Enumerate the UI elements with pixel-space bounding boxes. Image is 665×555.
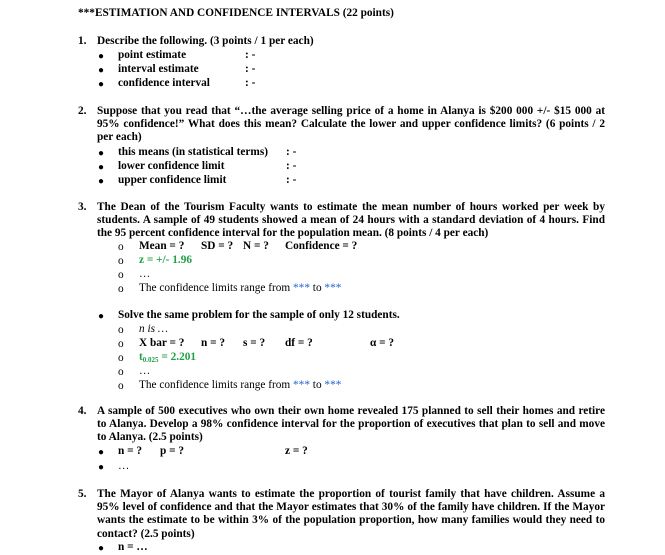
q2-item-meaning: this means (in statistical terms) [118,146,268,158]
q3-number: 3. [78,201,87,213]
q4-ellipsis: … [118,460,130,472]
q2-answer-colon: : - [286,174,297,186]
q3b-text: Solve the same problem for the sample of only 12 students. [118,309,400,321]
bullet-icon: ● [98,65,105,76]
bullet-icon: ● [98,447,105,458]
q1-item-point-estimate: point estimate [118,49,187,61]
bullet-icon: ● [98,162,105,173]
circle-bullet-icon: o [118,366,124,378]
circle-bullet-icon: o [118,324,124,336]
circle-bullet-icon: o [118,380,124,392]
q4-text: A sample of 500 executives who own their own home revealed 175 planned to sell their homes and retire to Alanya. Develop a 98% confidence interval for the proportion of executives that plan to sell and move to Alanya. (2.5 points) [97,405,605,444]
q2-text: Suppose that you read that “…the average selling price of a home in Alanya is $200 000 +/- $15 000 at 95% confidence!” What does this mean? Calculate the lower and upper confidence limits? (6 points / 2 per each) [97,105,605,144]
q3b-t-value: $t_{0.025} = 2.201$ [139,351,197,364]
q3-limits-sentence: The confidence limits range from *** to *** [139,282,342,294]
q3b-xbar-given: X bar = ? [139,337,185,349]
circle-bullet-icon: o [118,241,124,253]
q4-z-given: z = ? [285,445,308,457]
q3-confidence-given: Confidence = ? [285,240,358,252]
q2-item-upper-limit: upper confidence limit [118,174,227,186]
bullet-icon: ● [98,148,105,159]
q5-text: The Mayor of Alanya wants to estimate the proportion of tourist family that have children. Assume a 95% level of confidence and that the Mayor estimates that 30% of the family have children. If the Mayor wants the estimate to be within 3% of the population proportion, how many families would they need to contact? (2.5 points) [97,488,605,540]
doc-title: ***ESTIMATION AND CONFIDENCE INTERVALS (22 points) [78,7,394,19]
q4-number: 4. [78,405,87,417]
q4-p-given: p = ? [160,445,185,457]
bullet-icon: ● [98,311,105,322]
q5-n-answer: n = … [118,541,148,553]
q1-answer-colon: : - [245,77,256,89]
q3-sd-given: SD = ? [201,240,234,252]
circle-bullet-icon: o [118,338,124,350]
q1-answer-colon: : - [245,63,256,75]
bullet-icon: ● [98,176,105,187]
q3-ellipsis: … [139,268,151,280]
q3-z-value: z = +/- 1.96 [139,254,193,266]
q1-number: 1. [78,35,87,47]
q3-mean-given: Mean = ? [139,240,185,252]
q1-item-confidence-interval: confidence interval [118,77,210,89]
q3-n-given: N = ? [243,240,269,252]
q3b-s-given: s = ? [243,337,266,349]
q3-text: The Dean of the Tourism Faculty wants to estimate the mean number of hours worked per week by students. A sample of 49 students showed a mean of 24 hours with a standard deviation of 4 hours. Find the 95 percent confidence interval for the population mean. (8 points / 4 per each) [97,201,605,240]
q3b-n-given: n = ? [201,337,226,349]
q3b-ellipsis: … [139,365,151,377]
circle-bullet-icon: o [118,283,124,295]
bullet-icon: ● [98,51,105,62]
q2-answer-colon: : - [286,146,297,158]
q3b-df-given: df = ? [285,337,313,349]
q1-answer-colon: : - [245,49,256,61]
circle-bullet-icon: o [118,255,124,267]
bullet-icon: ● [98,543,105,554]
q4-n-given: n = ? [118,445,143,457]
q3b-n-is: n is … [139,323,168,335]
q3b-alpha-given: α = ? [370,337,395,349]
q3b-limits-sentence: The confidence limits range from *** to *** [139,379,342,391]
circle-bullet-icon: o [118,352,124,364]
q2-number: 2. [78,105,87,117]
q2-answer-colon: : - [286,160,297,172]
q5-number: 5. [78,488,87,500]
q1-text: Describe the following. (3 points / 1 per each) [97,35,314,47]
q1-item-interval-estimate: interval estimate [118,63,199,75]
bullet-icon: ● [98,462,105,473]
circle-bullet-icon: o [118,269,124,281]
bullet-icon: ● [98,79,105,90]
q2-item-lower-limit: lower confidence limit [118,160,225,172]
